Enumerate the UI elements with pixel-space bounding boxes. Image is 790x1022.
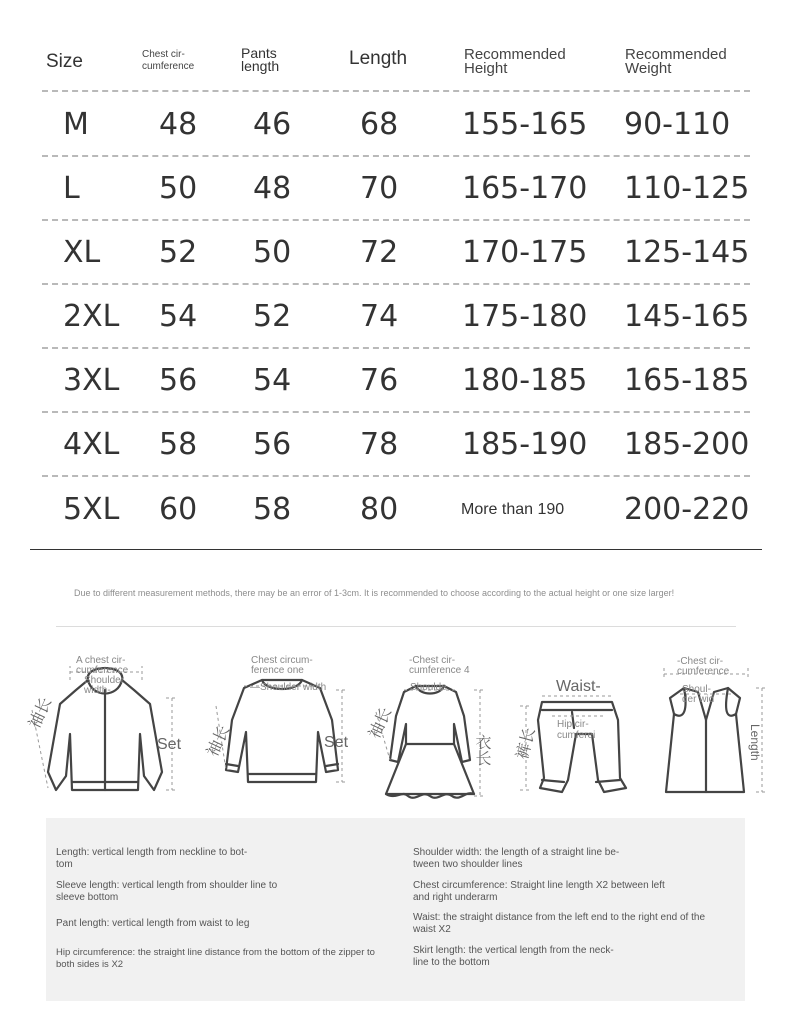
cell-size: XL bbox=[63, 235, 101, 270]
cell-size: 4XL bbox=[63, 427, 120, 462]
cell-chest: 60 bbox=[159, 492, 198, 527]
table-row bbox=[0, 93, 790, 157]
cell-size: 5XL bbox=[63, 492, 120, 527]
def-waist bbox=[413, 912, 705, 936]
cell-pants: 48 bbox=[253, 171, 292, 206]
cell-chest: 50 bbox=[159, 171, 198, 206]
cell-size: 2XL bbox=[63, 299, 120, 334]
cell-pants: 56 bbox=[253, 427, 292, 462]
cell-length: 70 bbox=[360, 171, 399, 206]
table-row bbox=[0, 157, 790, 221]
def-sleeve bbox=[56, 880, 277, 904]
def-pant: Pant length: vertical length from waist to leg bbox=[56, 918, 250, 929]
cell-weight: 90-110 bbox=[624, 107, 731, 142]
header-recommended-height bbox=[464, 48, 566, 76]
vest-chest-label-1: -Chest cir- bbox=[677, 656, 724, 667]
def-shoulder-line2: tween two shoulder lines bbox=[413, 859, 523, 870]
cell-weight: 125-145 bbox=[624, 235, 750, 270]
section-divider bbox=[56, 626, 736, 627]
cell-length: 68 bbox=[360, 107, 399, 142]
dress-figure bbox=[364, 650, 504, 810]
cell-chest: 48 bbox=[159, 107, 198, 142]
vest-shoulder-label-2: der wid bbox=[682, 694, 715, 705]
def-skirt-line1: Skirt length: the vertical length from the neck- bbox=[413, 945, 614, 956]
sweater-chest-label-1: Chest circum- bbox=[251, 655, 313, 666]
header-pants-line1: Pants bbox=[241, 45, 277, 61]
hoodie-shoulder-label-1: Shoulder bbox=[84, 675, 125, 686]
header-chest bbox=[142, 49, 194, 73]
header-chest-line2: cumference bbox=[142, 61, 195, 72]
sweater-chest-label-2: ference one bbox=[251, 665, 304, 676]
sweater-set-label: Set bbox=[324, 734, 349, 751]
table-row bbox=[0, 221, 790, 285]
header-rec-weight-line1: Recommended bbox=[625, 46, 727, 63]
def-length-line2: tom bbox=[56, 859, 73, 870]
measurement-note: Due to different measurement methods, there may be an error of 1-3cm. It is recommended to choose according to the actual height or one size larger! bbox=[74, 588, 675, 598]
pants-waist-label: Waist- bbox=[556, 678, 601, 695]
table-row bbox=[0, 478, 790, 542]
hoodie-figure bbox=[22, 650, 192, 810]
def-skirt-line2: line to the bottom bbox=[413, 957, 490, 968]
def-waist-line1: Waist: the straight distance from the left end to the right end of the bbox=[413, 912, 706, 923]
pants-hip-label-1: Hip cir- bbox=[557, 719, 589, 730]
def-hip-line2: both sides is X2 bbox=[56, 959, 124, 970]
cell-weight: 165-185 bbox=[624, 363, 750, 398]
header-rec-weight-line2: Weight bbox=[625, 60, 672, 77]
pants-hip-label-2: cumferei bbox=[557, 730, 596, 741]
def-chest bbox=[413, 880, 665, 904]
header-pants-length bbox=[241, 47, 279, 73]
header-pants-line2: length bbox=[241, 58, 280, 74]
cell-height: 175-180 bbox=[462, 299, 588, 334]
def-hip-line1: Hip circumference: the straight line distance from the bottom of the zipper to bbox=[56, 947, 375, 958]
def-chest-line1: Chest circumference: Straight line length X2 between left bbox=[413, 880, 665, 891]
cell-height: 165-170 bbox=[462, 171, 588, 206]
cell-height: 180-185 bbox=[462, 363, 588, 398]
def-sleeve-line1: Sleeve length: vertical length from shoulder line to bbox=[56, 880, 278, 891]
table-row bbox=[0, 349, 790, 413]
dress-chest-label-1: -Chest cir- bbox=[409, 655, 456, 666]
hoodie-shoulder-label-2: width- bbox=[84, 685, 111, 696]
def-shoulder bbox=[413, 847, 619, 871]
dress-sleeve-label: 袖长 bbox=[366, 705, 396, 742]
table-row bbox=[0, 285, 790, 349]
cell-pants: 50 bbox=[253, 235, 292, 270]
def-sleeve-line2: sleeve bottom bbox=[56, 892, 119, 903]
cell-weight: 185-200 bbox=[624, 427, 750, 462]
sweater-figure bbox=[202, 650, 362, 810]
sweater-shoulder-label: —Shoulder width bbox=[250, 682, 327, 693]
table-bottom-rule bbox=[30, 549, 762, 550]
cell-chest: 58 bbox=[159, 427, 198, 462]
def-shoulder-line1: Shoulder width: the length of a straight line be- bbox=[413, 847, 620, 858]
cell-chest: 52 bbox=[159, 235, 198, 270]
def-waist-line2: waist X2 bbox=[413, 924, 451, 935]
pants-length-label: 裤长 bbox=[514, 726, 539, 762]
cell-size: 3XL bbox=[63, 363, 120, 398]
cell-length: 78 bbox=[360, 427, 399, 462]
cell-height: More than 190 bbox=[461, 501, 565, 518]
cell-height: 170-175 bbox=[462, 235, 588, 270]
cell-weight: 145-165 bbox=[624, 299, 750, 334]
cell-pants: 52 bbox=[253, 299, 292, 334]
pants-figure bbox=[512, 650, 642, 810]
dress-length-label: 衣长 bbox=[473, 734, 490, 766]
cell-pants: 54 bbox=[253, 363, 292, 398]
cell-height: 185-190 bbox=[462, 427, 588, 462]
dress-shoulder-label: Shoulde bbox=[410, 682, 447, 693]
vest-chest-label-2: cumference bbox=[677, 666, 730, 677]
cell-pants: 46 bbox=[253, 107, 292, 142]
cell-chest: 54 bbox=[159, 299, 198, 334]
row-divider bbox=[42, 90, 750, 92]
header-recommended-weight bbox=[625, 48, 727, 76]
def-length bbox=[56, 847, 247, 871]
cell-pants: 58 bbox=[253, 492, 292, 527]
def-hip bbox=[56, 947, 375, 971]
cell-length: 76 bbox=[360, 363, 399, 398]
cell-chest: 56 bbox=[159, 363, 198, 398]
cell-length: 80 bbox=[360, 492, 399, 527]
header-size: Size bbox=[46, 51, 83, 72]
header-rec-height-line1: Recommended bbox=[464, 46, 566, 63]
cell-length: 74 bbox=[360, 299, 399, 334]
vest-length-label: Length bbox=[748, 724, 762, 761]
sweater-sleeve-label: 袖长 bbox=[204, 723, 234, 760]
hoodie-chest-label-1: A chest cir- bbox=[76, 655, 126, 666]
dress-chest-label-2: cumference 4 bbox=[409, 665, 470, 676]
hoodie-set-label: Set bbox=[157, 736, 182, 753]
definitions-panel bbox=[46, 818, 745, 1001]
hoodie-sleeve-label: 袖长 bbox=[26, 695, 56, 732]
cell-length: 72 bbox=[360, 235, 399, 270]
hoodie-chest-label-2: cumference bbox=[76, 665, 129, 676]
cell-height: 155-165 bbox=[462, 107, 588, 142]
def-skirt bbox=[413, 945, 614, 969]
cell-size: M bbox=[63, 107, 89, 142]
cell-weight: 200-220 bbox=[624, 492, 750, 527]
header-rec-height-line2: Height bbox=[464, 60, 508, 77]
vest-shoulder-label-1: Shoul- bbox=[682, 684, 711, 695]
vest-figure bbox=[644, 650, 774, 810]
header-chest-line1: Chest cir- bbox=[142, 49, 185, 60]
header-length: Length bbox=[349, 48, 408, 69]
cell-size: L bbox=[63, 171, 80, 206]
cell-weight: 110-125 bbox=[624, 171, 750, 206]
def-chest-line2: and right underarm bbox=[413, 892, 498, 903]
table-row bbox=[0, 413, 790, 477]
def-length-line1: Length: vertical length from neckline to bot- bbox=[56, 847, 248, 858]
